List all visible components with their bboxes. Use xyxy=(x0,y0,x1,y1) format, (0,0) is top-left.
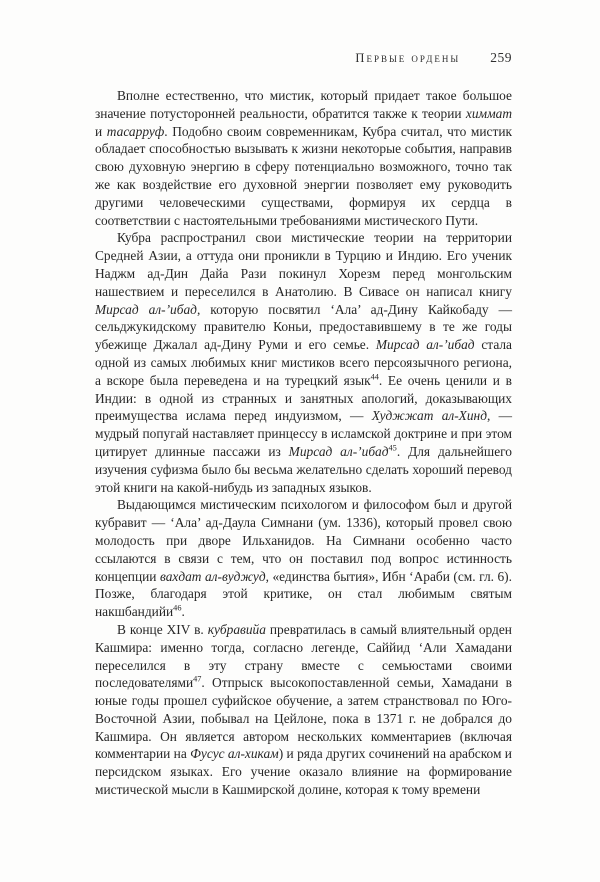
text-run: В конце XIV в. xyxy=(117,621,208,637)
text-run: Кубра распространил свои мистические теории на территории Средней Азии, а оттуда они проникли в Турцию и Индию. Его ученик Наджм ад-Дин Дайа Рази покинул Хорезм перед монгольским нашествием и переселился в Анатолию. В Сивасе он написал книгу xyxy=(95,230,512,299)
text-run: . Для дальнейшего изучения суфизма было бы весьма желательно сделать хороший перевод этой книги на какой-нибудь из западных языков. xyxy=(95,443,512,495)
text-run: ) и ряда других сочинений на арабском и персидском языках. Его учение оказало влияние на формирование мистической мысли в Кашмирской долине, которая к тому времени xyxy=(95,746,512,798)
footnote-reference: 46 xyxy=(173,603,182,613)
footnote-reference: 47 xyxy=(193,674,202,684)
paragraph xyxy=(95,496,512,621)
running-header xyxy=(95,50,512,66)
italic-term: Мирсад ал-’ибад xyxy=(375,337,475,353)
italic-term: вахдат ал-вуджуд xyxy=(159,568,266,584)
text-run: , «единства бытия», Ибн ‘Араби (см. гл. 6). Позже, благодаря этой критике, он стал любимым святым накшбандийи xyxy=(95,568,512,620)
paragraph xyxy=(95,621,512,799)
running-header-title: Первые ордены xyxy=(355,51,461,65)
text-run: . Отпрыск высокопоставленной семьи, Хамадани в юные годы прошел суфийское обучение, а затем странствовал по Юго-Восточной Азии, побывал на Цейлоне, пока в 1371 г. не добрался до Кашмира. Он является автором нескольких комментариев (включая комментарии на xyxy=(95,675,512,762)
paragraph xyxy=(95,229,512,496)
italic-term: химмат xyxy=(465,105,512,121)
text-run: превратилась в самый влиятельный орден Кашмира: именно тогда, согласно легенде, Саййид ‘Али Хамадани переселился в эту страну вместе с семьюстами своими последователями xyxy=(95,621,512,691)
footnote-reference: 45 xyxy=(388,443,397,453)
italic-term: Фусус ал-хикам xyxy=(190,746,279,762)
paragraph xyxy=(95,87,512,229)
text-run: . Подобно своим современникам, Кубра считал, что мистик обладает способностью вызывать к жизни некоторые события, направив свою духовную энергию в сферу потенциально возможного, точно так же как воздействие его духовной энергии позволяет ему руководить другими человеческими существами, формируя их сердца в соответствии с настоятельными требованиями мистического Пути. xyxy=(95,123,513,228)
text-run: , — мудрый попугай наставляет принцессу в исламской доктрине и при этом цитирует длинные пассажи из xyxy=(95,408,513,459)
italic-term: Мирсад ал-’ибад xyxy=(288,443,389,459)
italic-term: Худжжат ал-Хинд xyxy=(371,408,487,424)
text-run: . xyxy=(181,604,185,620)
text-run: Выдающимся мистическим психологом и философом был и другой кубравит — ‘Ала’ ад-Даула Симнани (ум. 1336), который провел свою молодость при дворе Ильханидов. На Симнани особенно часто ссылаются в связи с тем, что он поставил под вопрос истинность концепции xyxy=(95,497,512,584)
page-number: 259 xyxy=(490,50,512,65)
text-run: стала одной из самых любимых книг мистиков всего персоязычного региона, а вскоре была переведена и на турецкий язык xyxy=(95,337,513,388)
italic-term: тасарруф xyxy=(106,123,165,139)
text-run: , которую посвятил ‘Ала’ ад-Дину Кайкобаду — сельджукидскому правителю Коньи, предоставившему в те же годы убежище Джалал ад-Дину Руми и его семье. xyxy=(95,301,512,353)
text-run: и xyxy=(95,123,107,139)
italic-term: кубравийа xyxy=(207,621,266,637)
footnote-reference: 44 xyxy=(370,372,379,382)
page-body xyxy=(95,87,512,799)
text-run: Вполне естественно, что мистик, который придает такое большое значение потусторонней реальности, обратится также к теории xyxy=(95,88,512,121)
text-run: . Ее очень ценили и в Индии: в одной из странных и занятных апологий, доказывающих преимущества ислама перед индуизмом, — xyxy=(95,372,512,424)
italic-term: Мирсад ал-’ибад xyxy=(95,301,197,317)
